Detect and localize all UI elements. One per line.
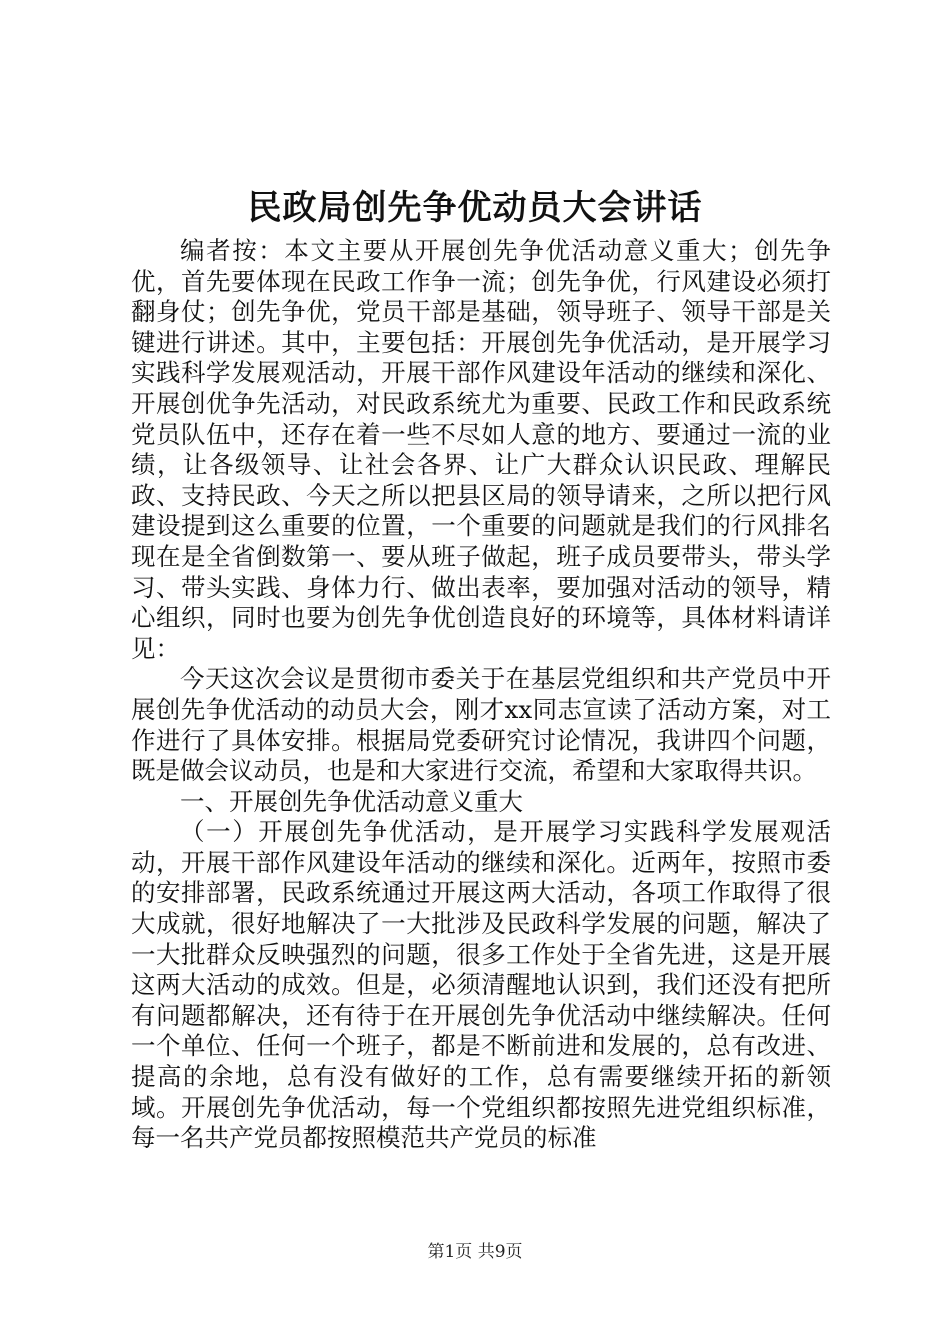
intro-paragraph: 今天这次会议是贯彻市委关于在基层党组织和共产党员中开展创先争优活动的动员大会，刚才xx同志宣读了活动方案，对工作进行了具体安排。根据局党委研究讨论情况，我讲四个问题，既是做会议动员，也是和大家进行交流，希望和大家取得共识。 — [131, 664, 831, 786]
section-paragraph: （一）开展创先争优活动，是开展学习实践科学发展观活动，开展干部作风建设年活动的继续和深化。近两年，按照市委的安排部署，民政系统通过开展这两大活动，各项工作取得了很大成就，很好地解决了一大批涉及民政科学发展的问题，解决了一大批群众反映强烈的问题，很多工作处于全省先进，这是开展这两大活动的成效。但是，必须清醒地认识到，我们还没有把所有问题都解决，还有待于在开展创先争优活动中继续解决。任何一个单位、任何一个班子，都是不断前进和发展的，总有改进、提高的余地，总有没有做好的工作，总有需要继续开拓的新领域。开展创先争优活动，每一个党组织都按照先进党组织标准，每一名共产党员都按照模范共产党员的标准 — [131, 817, 831, 1153]
editor-note-paragraph: 编者按：本文主要从开展创先争优活动意义重大；创先争优，首先要体现在民政工作争一流；创先争优，行风建设必须打翻身仗；创先争优，党员干部是基础，领导班子、领导干部是关键进行讲述。其中，主要包括：开展创先争优活动，是开展学习实践科学发展观活动，开展干部作风建设年活动的继续和深化、开展创优争先活动，对民政系统尤为重要、民政工作和民政系统党员队伍中，还存在着一些不尽如人意的地方、要通过一流的业绩，让各级领导、让社会各界、让广大群众认识民政、理解民政、支持民政、今天之所以把县区局的领导请来，之所以把行风建设提到这么重要的位置，一个重要的问题就是我们的行风排名现在是全省倒数第一、要从班子做起，班子成员要带头，带头学习、带头实践、身体力行、做出表率，要加强对活动的领导，精心组织，同时也要为创先争优创造良好的环境等，具体材料请详见： — [131, 236, 831, 663]
page-number-footer: 第1页 共9页 — [427, 1242, 523, 1262]
document-title: 民政局创先争优动员大会讲话 — [247, 188, 703, 228]
section-heading: 一、开展创先争优活动意义重大 — [180, 786, 523, 816]
document-body — [131, 236, 831, 1154]
